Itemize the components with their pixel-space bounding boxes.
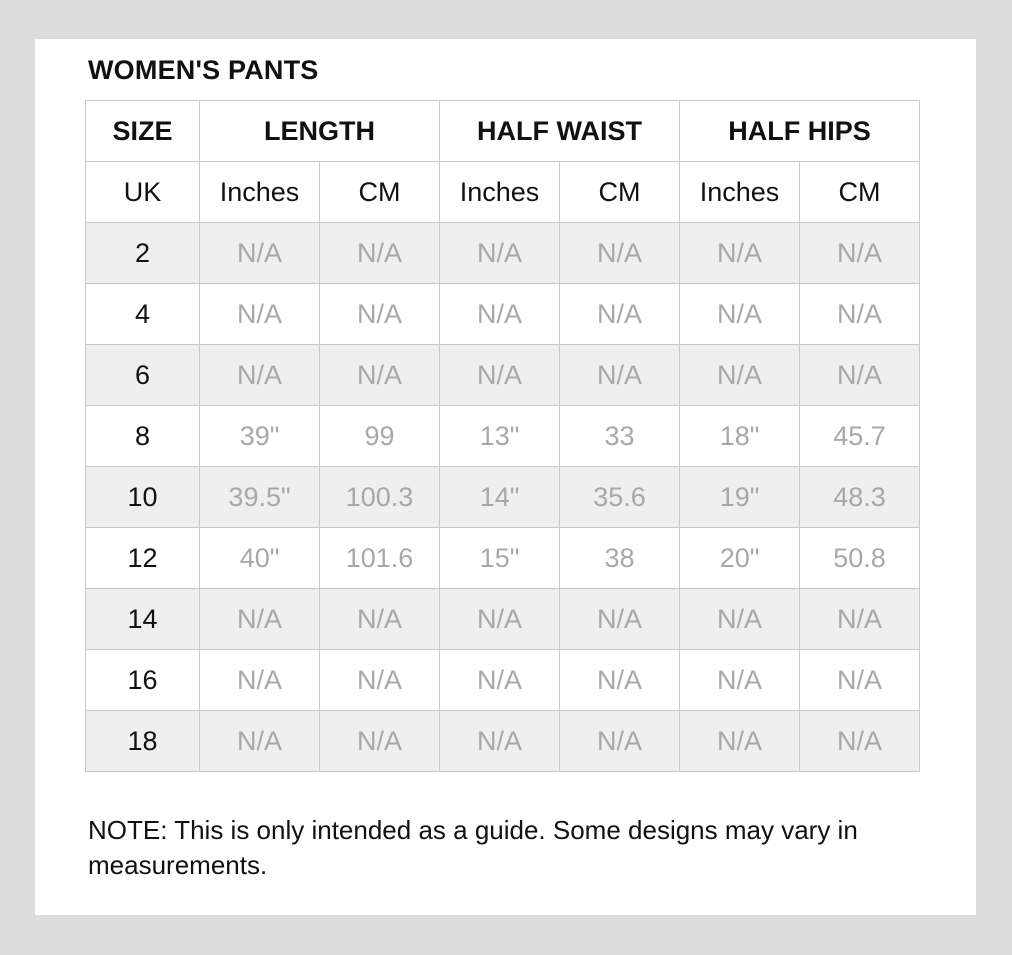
size-cell: 4	[86, 284, 200, 345]
length-inches-cell: N/A	[200, 711, 320, 772]
table-row	[86, 589, 920, 650]
size-cell: 2	[86, 223, 200, 284]
hips-cm-cell: N/A	[800, 711, 920, 772]
hips-inches-cell: N/A	[680, 711, 800, 772]
length-inches-cell: 39"	[200, 406, 320, 467]
size-chart-card	[35, 39, 976, 915]
hips-cm-cell: 48.3	[800, 467, 920, 528]
subheader-hips-cm: CM	[800, 162, 920, 223]
table-body	[86, 223, 920, 772]
table-row	[86, 345, 920, 406]
subheader-uk: UK	[86, 162, 200, 223]
waist-cm-cell: N/A	[560, 711, 680, 772]
length-inches-cell: N/A	[200, 284, 320, 345]
length-inches-cell: 40"	[200, 528, 320, 589]
header-half-waist: HALF WAIST	[440, 101, 680, 162]
hips-cm-cell: 50.8	[800, 528, 920, 589]
size-table	[85, 100, 920, 772]
length-cm-cell: N/A	[320, 589, 440, 650]
subheader-hips-inches: Inches	[680, 162, 800, 223]
length-cm-cell: 99	[320, 406, 440, 467]
header-half-hips: HALF HIPS	[680, 101, 920, 162]
length-cm-cell: N/A	[320, 223, 440, 284]
size-cell: 18	[86, 711, 200, 772]
length-cm-cell: 100.3	[320, 467, 440, 528]
waist-cm-cell: N/A	[560, 223, 680, 284]
waist-cm-cell: N/A	[560, 650, 680, 711]
waist-inches-cell: N/A	[440, 589, 560, 650]
header-size: SIZE	[86, 101, 200, 162]
waist-inches-cell: N/A	[440, 650, 560, 711]
waist-cm-cell: N/A	[560, 345, 680, 406]
hips-inches-cell: N/A	[680, 345, 800, 406]
length-inches-cell: N/A	[200, 589, 320, 650]
chart-title: WOMEN'S PANTS	[88, 55, 319, 85]
size-cell: 10	[86, 467, 200, 528]
table-row	[86, 528, 920, 589]
size-cell: 12	[86, 528, 200, 589]
length-cm-cell: 101.6	[320, 528, 440, 589]
waist-inches-cell: N/A	[440, 223, 560, 284]
size-cell: 16	[86, 650, 200, 711]
hips-cm-cell: N/A	[800, 284, 920, 345]
length-cm-cell: N/A	[320, 650, 440, 711]
length-inches-cell: 39.5"	[200, 467, 320, 528]
waist-cm-cell: 33	[560, 406, 680, 467]
guide-note: NOTE: This is only intended as a guide. Some designs may vary in measurements.	[88, 815, 858, 880]
size-cell: 6	[86, 345, 200, 406]
table-row	[86, 711, 920, 772]
hips-cm-cell: 45.7	[800, 406, 920, 467]
length-inches-cell: N/A	[200, 345, 320, 406]
hips-cm-cell: N/A	[800, 650, 920, 711]
table-row	[86, 650, 920, 711]
waist-cm-cell: 35.6	[560, 467, 680, 528]
waist-inches-cell: 14"	[440, 467, 560, 528]
table-row	[86, 406, 920, 467]
hips-inches-cell: N/A	[680, 284, 800, 345]
subheader-waist-cm: CM	[560, 162, 680, 223]
hips-inches-cell: 20"	[680, 528, 800, 589]
subheader-waist-inches: Inches	[440, 162, 560, 223]
subheader-row	[86, 162, 920, 223]
hips-inches-cell: N/A	[680, 589, 800, 650]
size-cell: 14	[86, 589, 200, 650]
length-cm-cell: N/A	[320, 345, 440, 406]
hips-cm-cell: N/A	[800, 223, 920, 284]
length-inches-cell: N/A	[200, 650, 320, 711]
hips-inches-cell: N/A	[680, 650, 800, 711]
subheader-length-cm: CM	[320, 162, 440, 223]
waist-inches-cell: N/A	[440, 284, 560, 345]
waist-inches-cell: N/A	[440, 345, 560, 406]
waist-cm-cell: N/A	[560, 589, 680, 650]
table-row	[86, 284, 920, 345]
hips-inches-cell: N/A	[680, 223, 800, 284]
waist-cm-cell: 38	[560, 528, 680, 589]
header-row	[86, 101, 920, 162]
waist-cm-cell: N/A	[560, 284, 680, 345]
hips-cm-cell: N/A	[800, 345, 920, 406]
table-row	[86, 467, 920, 528]
waist-inches-cell: 13"	[440, 406, 560, 467]
length-inches-cell: N/A	[200, 223, 320, 284]
waist-inches-cell: 15"	[440, 528, 560, 589]
subheader-length-inches: Inches	[200, 162, 320, 223]
size-cell: 8	[86, 406, 200, 467]
header-length: LENGTH	[200, 101, 440, 162]
length-cm-cell: N/A	[320, 284, 440, 345]
hips-inches-cell: 18"	[680, 406, 800, 467]
hips-inches-cell: 19"	[680, 467, 800, 528]
table-row	[86, 223, 920, 284]
hips-cm-cell: N/A	[800, 589, 920, 650]
length-cm-cell: N/A	[320, 711, 440, 772]
waist-inches-cell: N/A	[440, 711, 560, 772]
